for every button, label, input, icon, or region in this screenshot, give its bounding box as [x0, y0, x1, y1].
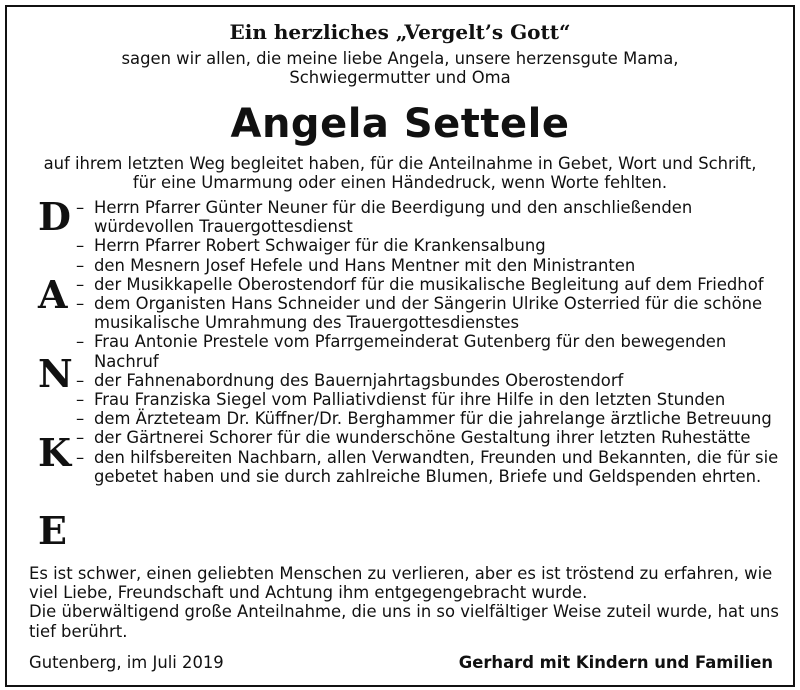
list-item-text: den Mesnern Josef Hefele und Hans Mentner mit den Ministranten [94, 255, 636, 275]
danke-letter-n: N [38, 351, 73, 396]
dash-glyph: – [76, 370, 85, 390]
lead-line: auf ihrem letzten Weg begleitet haben, für die Anteilnahme in Gebet, Wort und Schrift, [43, 154, 757, 173]
dash-glyph: – [76, 447, 85, 467]
dash-glyph: – [76, 390, 85, 410]
list-item [76, 332, 784, 370]
dash-glyph: – [76, 274, 85, 294]
list-item-text: Herrn Pfarrer Robert Schwaiger für die Krankensalbung [94, 236, 546, 256]
list-item [76, 371, 784, 390]
list-item-text: der Gärtnerei Schorer für die wunderschöne Gestaltung ihrer letzten Ruhestätte [94, 428, 751, 448]
lead-line: für eine Umarmung oder einen Händedruck, wenn Worte fehlten. [132, 173, 668, 193]
list-item-text: dem Organisten Hans Schneider und der Sängerin Ulrike Osterried für die schöne musikalische Umrahmung des Trauergottesdienstes [94, 294, 763, 333]
lead-text [7, 154, 793, 192]
dash-glyph: – [76, 332, 85, 352]
intro-line: Schwiegermutter und Oma [289, 68, 511, 88]
list-item-text: Frau Antonie Prestele vom Pfarrgemeinderat Gutenberg für den bewegenden Nachruf [94, 332, 727, 371]
dash-glyph: – [76, 409, 85, 429]
intro-text [7, 49, 793, 87]
list-item [76, 390, 784, 409]
dash-glyph: – [76, 294, 85, 314]
obituary-thanks-card [5, 5, 795, 687]
place-date: Gutenberg, im Juli 2019 [29, 653, 224, 672]
signature: Gerhard mit Kindern und Familien [458, 653, 773, 672]
thanks-list [76, 198, 784, 486]
list-item [76, 294, 784, 332]
list-item-text: den hilfsbereiten Nachbarn, allen Verwandten, Freunden und Bekannten, die für sie gebetet haben und sie durch zahlreiche Blumen, Briefe und Geldspenden ehrten. [94, 447, 779, 486]
dash-glyph: – [76, 428, 85, 448]
thanks-title: Ein herzliches „Vergelt’s Gott“ [229, 20, 571, 44]
intro-line: sagen wir allen, die meine liebe Angela, unsere herzensgute Mama, [121, 49, 679, 68]
danke-letter-a: A [38, 272, 68, 317]
closing-paragraph: Die überwältigend große Anteilnahme, die uns in so vielfältiger Weise zuteil wurde, hat uns tief berührt. [29, 602, 779, 641]
list-item [76, 198, 784, 236]
list-item-text: dem Ärzteteam Dr. Küffner/Dr. Berghammer für die jahrelange ärztliche Betreuung [94, 409, 772, 429]
deceased-name: Angela Settele [230, 101, 570, 147]
closing-text [29, 564, 781, 641]
list-item [76, 448, 784, 486]
dash-glyph: – [76, 236, 85, 256]
danke-letter-k: K [38, 430, 72, 475]
closing-paragraph: Es ist schwer, einen geliebten Menschen zu verlieren, aber es ist tröstend zu erfahren, wie viel Liebe, Freundschaft und Achtung ihm entgegengebracht wurde. [29, 564, 773, 603]
list-item [76, 256, 784, 275]
list-item [76, 409, 784, 428]
list-item-text: Frau Franziska Siegel vom Palliativdienst für ihre Hilfe in den letzten Stunden [94, 390, 726, 410]
dash-glyph: – [76, 198, 85, 217]
danke-letter-d: D [38, 194, 71, 239]
list-item [76, 275, 784, 294]
dash-glyph: – [76, 255, 85, 275]
list-item-text: der Fahnenabordnung des Bauernjahrtagsbundes Oberostendorf [94, 370, 624, 390]
list-item-text: Herrn Pfarrer Günter Neuner für die Beerdigung und den anschließenden würdevollen Trauergottesdienst [94, 198, 693, 237]
list-item [76, 236, 784, 255]
danke-letter-e: E [38, 508, 67, 553]
list-item [76, 428, 784, 447]
list-item-text: der Musikkapelle Oberostendorf für die musikalische Begleitung auf dem Friedhof [94, 274, 764, 294]
